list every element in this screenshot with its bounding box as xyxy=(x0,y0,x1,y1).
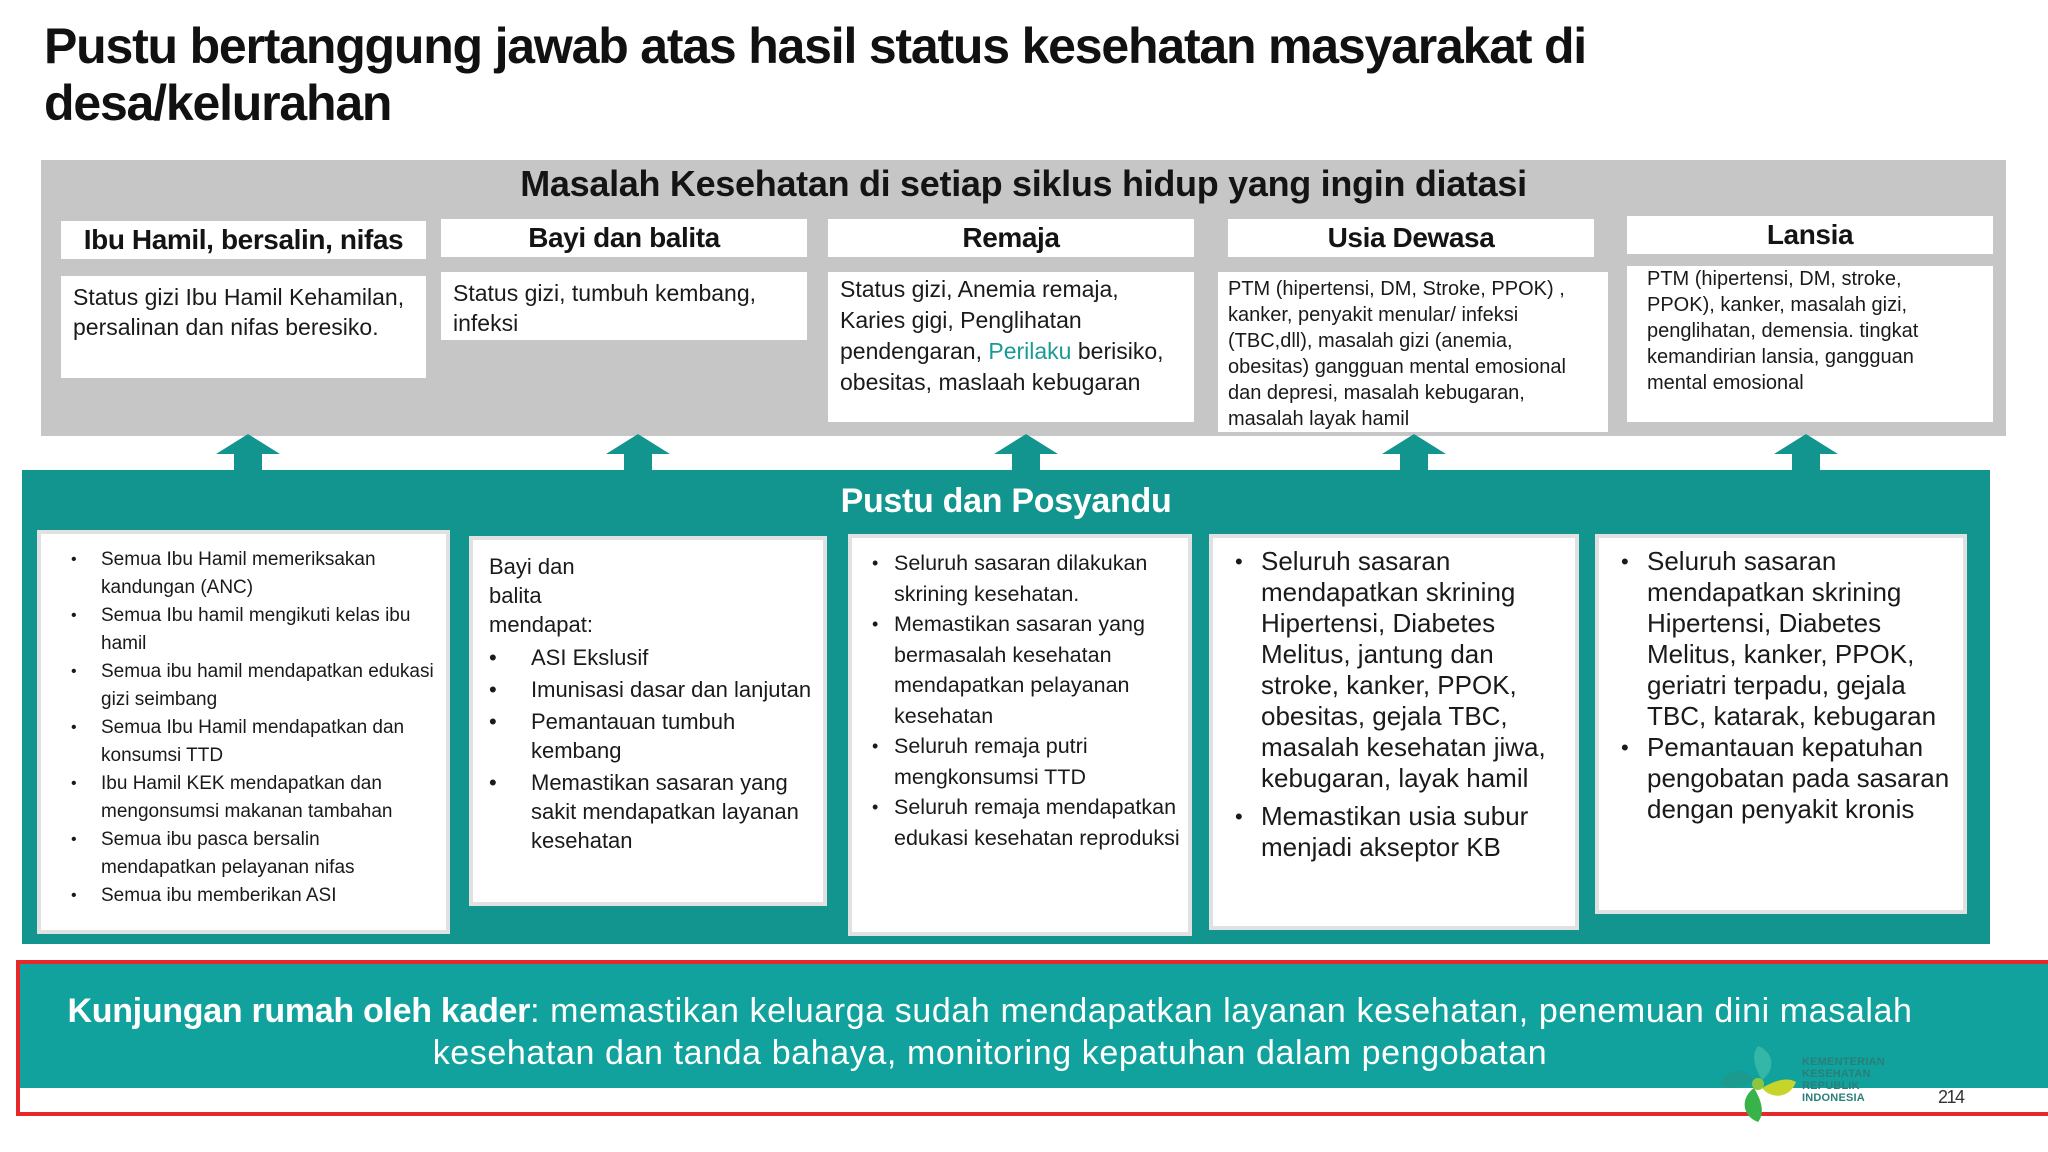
service-box-remaja xyxy=(848,534,1192,936)
list-item: • Seluruh sasaran dilakukan skrining kesehatan. xyxy=(894,548,1182,609)
list-item: • Pemantauan tumbuh kembang xyxy=(531,707,815,765)
list-item: • Memastikan usia subur menjadi akseptor KB xyxy=(1261,801,1569,863)
list-item: • ASI Ekslusif xyxy=(531,643,815,672)
list-item: • Semua Ibu hamil mengikuti kelas ibu hamil xyxy=(101,602,436,657)
list-item: • Seluruh remaja putri mengkonsumsi TTD xyxy=(894,731,1182,792)
arrow-up-icon xyxy=(992,432,1060,472)
arrow-up-icon xyxy=(1380,432,1448,472)
remaja-problems-text-2: berisiko, obesitas, maslaah kebugaran xyxy=(840,338,1164,395)
stage-header-lansia: Lansia xyxy=(1627,216,1993,254)
list-item: • Imunisasi dasar dan lanjutan xyxy=(531,675,815,704)
service-box-dewasa xyxy=(1209,534,1579,930)
problem-box-remaja xyxy=(828,272,1194,422)
services-title: Pustu dan Posyandu xyxy=(840,482,1172,520)
service-list-lansia xyxy=(1647,546,1957,825)
service-list-remaja xyxy=(894,548,1182,853)
service-list-dewasa xyxy=(1261,546,1569,863)
list-item: • Semua ibu memberikan ASI xyxy=(101,882,436,910)
list-item: • Seluruh remaja mendapatkan edukasi kesehatan reproduksi xyxy=(894,792,1182,853)
page-title: Pustu bertanggung jawab atas hasil status kesehatan masyarakat di desa/kelurahan xyxy=(44,18,1586,131)
list-item: • Seluruh sasaran mendapatkan skrining Hipertensi, Diabetes Melitus, jantung dan stroke, kanker, PPOK, obesitas, gejala TBC, masalah kesehatan jiwa, kebugaran, layak hamil xyxy=(1261,546,1569,794)
list-item: • Semua Ibu Hamil mendapatkan dan konsumsi TTD xyxy=(101,714,436,769)
stage-header-remaja: Remaja xyxy=(828,219,1194,257)
ministry-logo-icon xyxy=(1716,1042,1800,1126)
problem-box-bayi: Status gizi, tumbuh kembang, infeksi xyxy=(441,272,807,340)
remaja-highlight-word: Perilaku xyxy=(988,338,1072,364)
service-box-lansia xyxy=(1595,534,1967,914)
arrow-up-icon xyxy=(1772,432,1840,472)
problem-box-ibu: Status gizi Ibu Hamil Kehamilan, persalinan dan nifas beresiko. xyxy=(61,276,426,378)
banner-bold-text: Kunjungan rumah oleh kader xyxy=(67,992,531,1030)
stage-header-bayi: Bayi dan balita xyxy=(441,219,807,257)
service-intro-bayi: Bayi dan balita mendapat: xyxy=(489,554,593,637)
list-item: • Semua Ibu Hamil memeriksakan kandungan (ANC) xyxy=(101,546,436,601)
list-item: • Memastikan sasaran yang bermasalah kesehatan mendapatkan pelayanan kesehatan xyxy=(894,609,1182,731)
banner-body-text: : memastikan keluarga sudah mendapatkan layanan kesehatan, penemuan dini masalah kesehatan dan tanda bahaya, monitoring kepatuhan dalam pengobatan xyxy=(432,992,1913,1072)
list-item: • Seluruh sasaran mendapatkan skrining Hipertensi, Diabetes Melitus, kanker, PPOK, geriatri terpadu, gejala TBC, katarak, kebugaran xyxy=(1647,546,1957,732)
service-box-bayi xyxy=(469,536,827,906)
arrow-up-icon xyxy=(214,432,282,472)
service-list-ibu xyxy=(101,546,436,910)
service-box-ibu xyxy=(37,530,450,934)
problem-box-dewasa: PTM (hipertensi, DM, Stroke, PPOK) , kanker, penyakit menular/ infeksi (TBC,dll), masalah gizi (anemia, obesitas) gangguan mental emosional dan depresi, masalah kebugaran, masalah layak hamil xyxy=(1218,272,1608,432)
problem-box-lansia: PTM (hipertensi, DM, stroke, PPOK), kanker, masalah gizi, penglihatan, demensia. tingkat kemandirian lansia, gangguan mental emosional xyxy=(1627,266,1993,422)
service-list-bayi xyxy=(489,643,815,855)
list-item: • Memastikan sasaran yang sakit mendapatkan layanan kesehatan xyxy=(531,768,815,855)
stage-header-dewasa: Usia Dewasa xyxy=(1228,219,1594,257)
list-item: • Semua ibu pasca bersalin mendapatkan pelayanan nifas xyxy=(101,826,436,881)
remaja-problems-text: Status gizi, Anemia remaja, Karies gigi, Penglihatan pendengaran, xyxy=(840,276,1119,364)
stage-header-ibu: Ibu Hamil, bersalin, nifas xyxy=(61,221,426,259)
page-number: 214 xyxy=(1938,1087,1964,1107)
list-item: • Pemantauan kepatuhan pengobatan pada sasaran dengan penyakit kronis xyxy=(1647,732,1957,825)
arrow-up-icon xyxy=(604,432,672,472)
ministry-logo-text: KEMENTERIAN KESEHATAN REPUBLIK INDONESIA xyxy=(1802,1056,1885,1104)
list-item: • Ibu Hamil KEK mendapatkan dan mengonsumsi makanan tambahan xyxy=(101,770,436,825)
banner-text xyxy=(60,990,1920,1074)
problems-title: Masalah Kesehatan di setiap siklus hidup yang ingin diatasi xyxy=(520,163,1527,204)
list-item: • Semua ibu hamil mendapatkan edukasi gizi seimbang xyxy=(101,658,436,713)
